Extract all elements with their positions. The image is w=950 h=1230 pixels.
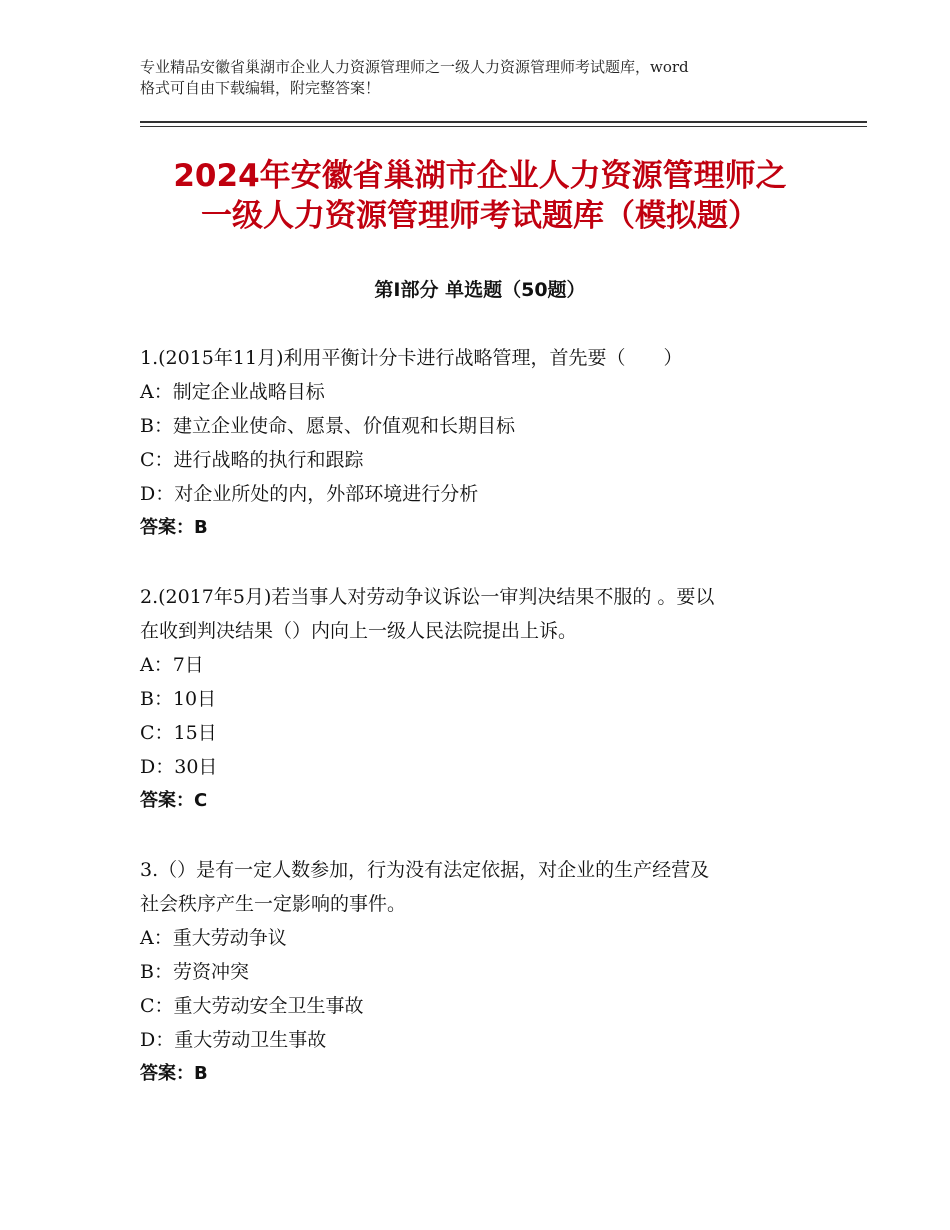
option-a: A：重大劳动争议: [140, 927, 287, 949]
question-stem-continued: 在收到判决结果（）内向上一级人民法院提出上诉。: [140, 620, 578, 642]
document-title: [100, 156, 860, 236]
header-note-line: 格式可自由下载编辑，附完整答案！: [140, 79, 381, 97]
question-list: [140, 341, 820, 1126]
option-c: C：15日: [140, 722, 217, 744]
header-note: [140, 57, 820, 99]
option-b: B：建立企业使命、愿景、价值观和长期目标: [140, 415, 515, 437]
document-title-line: 一级人力资源管理师考试题库（模拟题）: [201, 198, 759, 234]
option-c: C：重大劳动安全卫生事故: [140, 995, 364, 1017]
question-stem: 2.(2017年5月)若当事人对劳动争议诉讼一审判决结果不服的 。要以: [140, 586, 715, 608]
option-d: D：对企业所处的内，外部环境进行分析: [140, 483, 479, 505]
option-c: C：进行战略的执行和跟踪: [140, 449, 364, 471]
answer-label: 答案：B: [140, 1063, 208, 1084]
option-b: B：劳资冲突: [140, 961, 249, 983]
question-item: [140, 341, 820, 545]
answer-label: 答案：B: [140, 517, 208, 538]
option-a: A：7日: [140, 654, 204, 676]
option-d: D：重大劳动卫生事故: [140, 1029, 327, 1051]
option-b: B：10日: [140, 688, 217, 710]
option-a: A：制定企业战略目标: [140, 381, 325, 403]
question-item: [140, 580, 820, 818]
option-d: D：30日: [140, 756, 218, 778]
document-title-line: 2024年安徽省巢湖市企业人力资源管理师之: [173, 158, 787, 194]
question-stem: 1.(2015年11月)利用平衡计分卡进行战略管理，首先要（ ）: [140, 347, 683, 369]
header-divider-thick: [140, 121, 867, 123]
question-stem-continued: 社会秩序产生一定影响的事件。: [140, 893, 407, 915]
answer-label: 答案：C: [140, 790, 208, 811]
question-item: [140, 853, 820, 1091]
header-divider-thin: [140, 126, 867, 127]
question-stem: 3.（）是有一定人数参加，行为没有法定依据，对企业的生产经营及: [140, 859, 710, 881]
header-note-line: 专业精品安徽省巢湖市企业人力资源管理师之一级人力资源管理师考试题库，word: [140, 58, 689, 76]
section-heading: 第Ⅰ部分 单选题（50题）: [374, 279, 586, 301]
